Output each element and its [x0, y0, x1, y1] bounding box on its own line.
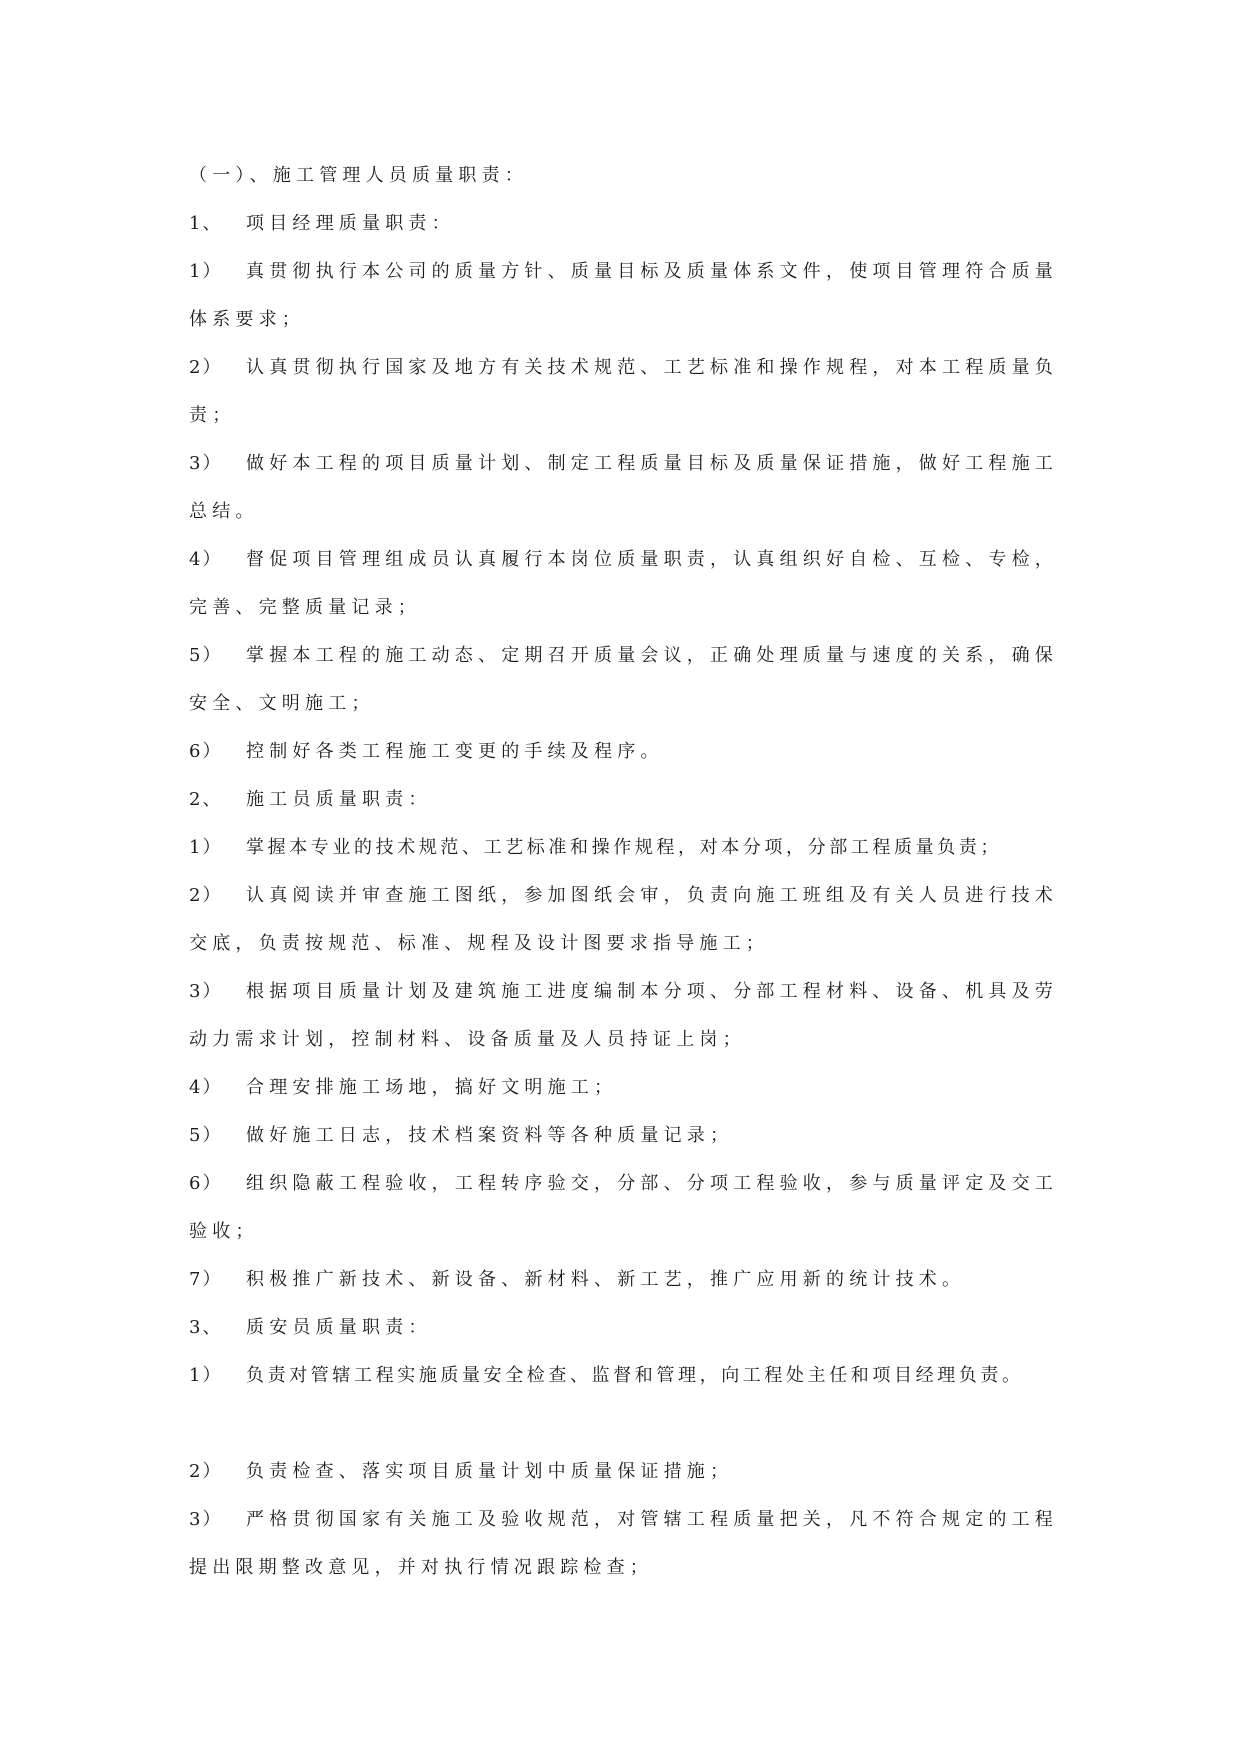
- item-text-continuation: 验收；: [189, 1221, 259, 1242]
- item-text-continuation: 交底，负责按规范、标准、规程及设计图要求指导施工；: [189, 933, 769, 954]
- item-text-continuation: 完善、完整质量记录；: [189, 597, 421, 618]
- item-text: 严格贯彻国家有关施工及验收规范，对管辖工程质量把关，凡不符合规定的工程: [246, 1509, 1058, 1530]
- list-item: [189, 740, 664, 764]
- item-text-continuation: 总结。: [189, 501, 259, 522]
- item-number: 1）: [189, 1365, 223, 1386]
- item-text-continuation: 体系要求；: [189, 309, 305, 330]
- list-item: [189, 644, 1058, 668]
- item-text: 组织隐蔽工程验收，工程转序验交，分部、分项工程验收，参与质量评定及交工: [246, 1173, 1058, 1194]
- item-text-continuation: 安全、文明施工；: [189, 693, 375, 714]
- item-number: 1）: [189, 837, 223, 858]
- item-number: 2）: [189, 357, 223, 378]
- section-heading: [189, 1316, 432, 1340]
- item-text: 真贯彻执行本公司的质量方针、质量目标及质量体系文件，使项目管理符合质量: [246, 261, 1058, 282]
- item-number: 5）: [189, 1125, 223, 1146]
- item-text: 合理安排施工场地，搞好文明施工；: [246, 1077, 618, 1098]
- item-text: 负责对管辖工程实施质量安全检查、监督和管理，向工程处主任和项目经理负责。: [246, 1365, 1024, 1386]
- section-heading-text: 项目经理质量职责：: [246, 213, 455, 234]
- item-text: 认真阅读并审查施工图纸，参加图纸会审，负责向施工班组及有关人员进行技术: [246, 885, 1058, 906]
- list-item: [189, 1172, 1058, 1196]
- item-text: 掌握本工程的施工动态、定期召开质量会议，正确处理质量与速度的关系，确保: [246, 645, 1058, 666]
- item-number: 2）: [189, 885, 223, 906]
- item-number: 3）: [189, 981, 223, 1002]
- list-item: [189, 1268, 965, 1292]
- item-text: 督促项目管理组成员认真履行本岗位质量职责，认真组织好自检、互检、专检，: [246, 549, 1058, 570]
- list-item: [189, 1508, 1058, 1532]
- item-number: 4）: [189, 549, 223, 570]
- list-item: [189, 548, 1058, 572]
- item-text: 根据项目质量计划及建筑施工进度编制本分项、分部工程材料、设备、机具及劳: [246, 981, 1058, 1002]
- item-text: 掌握本专业的技术规范、工艺标准和操作规程，对本分项，分部工程质量负责；: [246, 837, 1002, 858]
- section-heading: [189, 788, 432, 812]
- section-heading-text: 施工员质量职责：: [246, 789, 432, 810]
- item-text: 认真贯彻执行国家及地方有关技术规范、工艺标准和操作规程，对本工程质量负: [246, 357, 1058, 378]
- list-item: [189, 980, 1058, 1004]
- item-number: 3）: [189, 453, 223, 474]
- item-number: 6）: [189, 741, 223, 762]
- section-number: 2、: [189, 789, 223, 810]
- section-heading: [189, 212, 455, 236]
- list-item: [189, 836, 1002, 860]
- list-item: [189, 260, 1058, 284]
- item-number: 7）: [189, 1269, 223, 1290]
- item-text: 控制好各类工程施工变更的手续及程序。: [246, 741, 664, 762]
- list-item: [189, 1364, 1024, 1388]
- item-text: 负责检查、落实项目质量计划中质量保证措施；: [246, 1461, 734, 1482]
- section-number: 3、: [189, 1317, 223, 1338]
- list-item: [189, 884, 1058, 908]
- section-heading-text: 质安员质量职责：: [246, 1317, 432, 1338]
- item-text-continuation: 动力需求计划，控制材料、设备质量及人员持证上岗；: [189, 1029, 746, 1050]
- list-item: [189, 356, 1058, 380]
- list-item: [189, 452, 1058, 476]
- item-number: 4）: [189, 1077, 223, 1098]
- item-number: 6）: [189, 1173, 223, 1194]
- item-text-continuation: 责；: [189, 405, 236, 426]
- section-title: （一）、施工管理人员质量职责：: [189, 165, 528, 186]
- item-number: 3）: [189, 1509, 223, 1530]
- list-item: [189, 1124, 733, 1148]
- item-text: 做好施工日志，技术档案资料等各种质量记录；: [246, 1125, 734, 1146]
- item-number: 1）: [189, 261, 223, 282]
- section-number: 1、: [189, 213, 223, 234]
- list-item: [189, 1460, 733, 1484]
- item-text-continuation: 提出限期整改意见，并对执行情况跟踪检查；: [189, 1557, 653, 1578]
- list-item: [189, 1076, 617, 1100]
- item-number: 5）: [189, 645, 223, 666]
- item-text: 做好本工程的项目质量计划、制定工程质量目标及质量保证措施，做好工程施工: [246, 453, 1058, 474]
- item-number: 2）: [189, 1461, 223, 1482]
- item-text: 积极推广新技术、新设备、新材料、新工艺，推广应用新的统计技术。: [246, 1269, 966, 1290]
